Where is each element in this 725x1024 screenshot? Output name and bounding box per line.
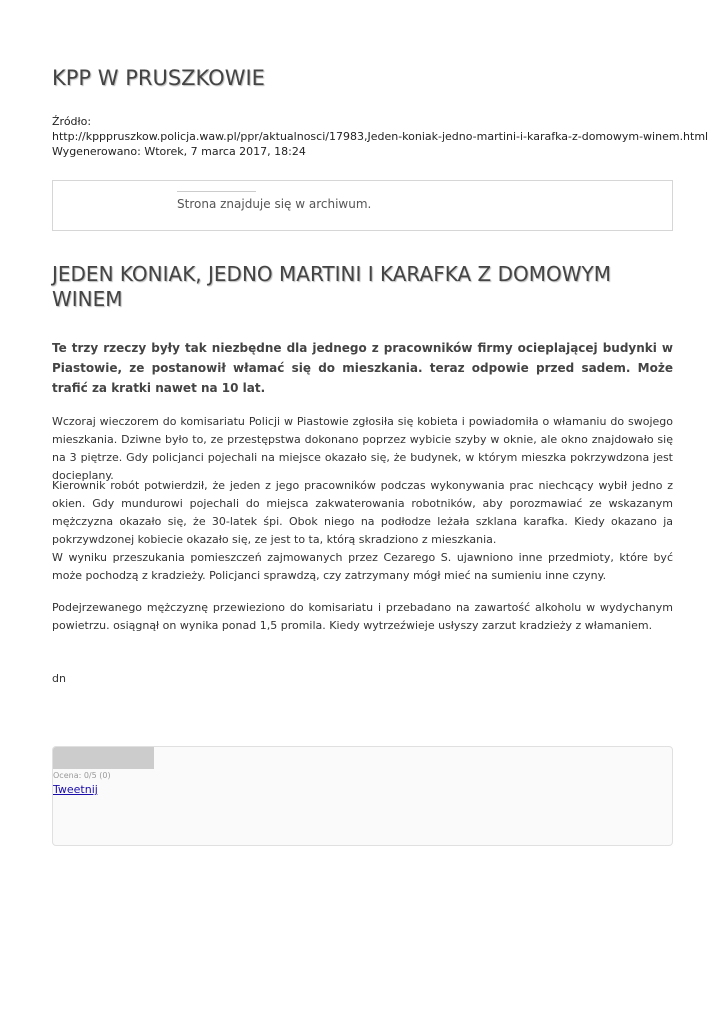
site-title: KPP W PRUSZKOWIE <box>52 66 265 90</box>
article-paragraph: Kierownik robót potwierdził, że jeden z jego pracowników podczas wykonywania prac niechcący wybił jedno z okien. Gdy mundurowi pojechali do miejsca zakwaterowania robotników, aby porozmawiać ze wskazanym mężczyzna okazało się, że 30-latek śpi. Obok niego na podłodze leżała szklana karafka. Kiedy okazano ja pokrzywdzonej kobiecie okazało się, ze jest to ta, którą skradziono z mieszkania. <box>52 479 673 546</box>
source-info <box>52 114 709 159</box>
rating-stars-bar[interactable] <box>53 747 154 769</box>
archive-notice <box>52 180 673 231</box>
rating-text: Ocena: 0/5 (0) <box>53 771 111 780</box>
article-paragraph: Podejrzewanego mężczyznę przewieziono do komisariatu i przebadano na zawartość alkoholu w wydychanym powietrzu. osiągnął on wynika ponad 1,5 promila. Kiedy wytrzeźwieje usłyszy zarzut kradzieży z włamaniem. <box>52 601 673 632</box>
author-signature: dn <box>52 672 66 685</box>
tweet-link[interactable]: Tweetnij <box>53 783 98 796</box>
archive-message: Strona znajduje się w archiwum. <box>177 197 372 211</box>
article-lead: Te trzy rzeczy były tak niezbędne dla jednego z pracowników firmy ocieplającej budynki w Piastowie, ze postanowił włamać się do mieszkania. teraz odpowie przed sadem. Może trafić za kratki nawet na 10 lat. <box>52 341 673 395</box>
article-paragraph-group <box>52 477 673 585</box>
generated-date: Wygenerowano: Wtorek, 7 marca 2017, 18:24 <box>52 145 306 158</box>
source-label: Źródło: <box>52 115 92 128</box>
rating-panel <box>52 746 673 846</box>
article-paragraph: Wczoraj wieczorem do komisariatu Policji w Piastowie zgłosiła się kobieta i powiadomiła o włamaniu do swojego mieszkania. Dziwne było to, ze przestępstwa dokonano poprzez wybicie szyby w oknie, ale okno znajdowało się na 3 piętrze. Gdy policjanci pojechali na miejsce okazało się, że budynek, w którym mieszka pokrzywdzona jest docieplany. <box>52 415 673 482</box>
article-paragraph: W wyniku przeszukania pomieszczeń zajmowanych przez Cezarego S. ujawniono inne przedmioty, które być może pochodzą z kradzieży. Policjanci sprawdzą, czy zatrzymany mógł mieć na sumieniu inne czyny. <box>52 551 673 582</box>
article-title: JEDEN KONIAK, JEDNO MARTINI I KARAFKA Z DOMOWYM WINEM <box>52 262 611 311</box>
divider <box>177 191 256 192</box>
source-url: http://kpppruszkow.policja.waw.pl/ppr/aktualnosci/17983,Jeden-koniak-jedno-martini-i-karafka-z-domowym-winem.html <box>52 130 709 143</box>
